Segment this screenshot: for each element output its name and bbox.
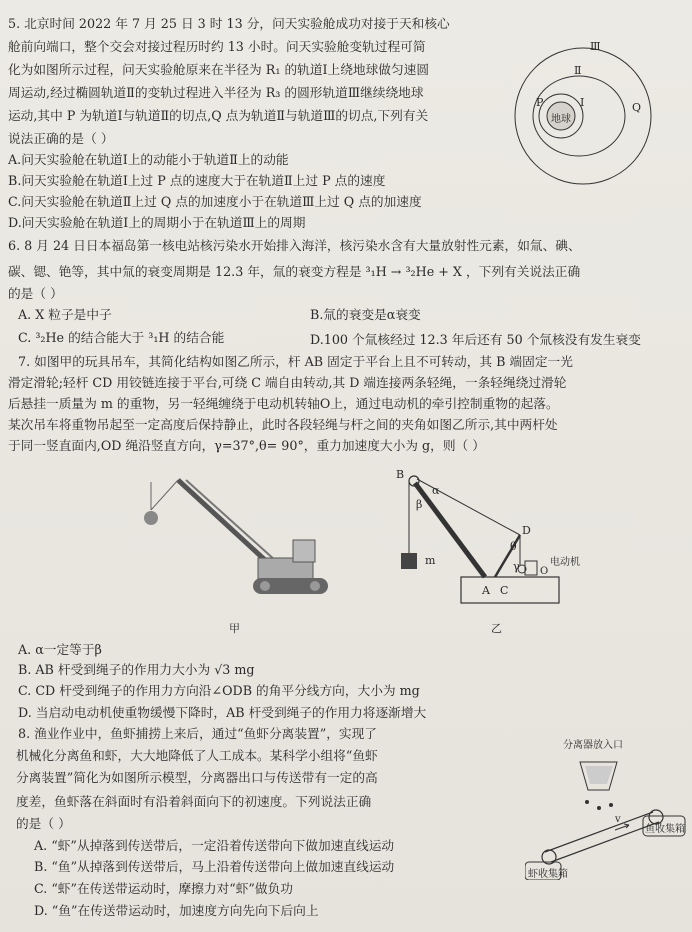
q8-line: 分离装置”简化为如图所示模型，分离器出口与传送带有一定的高 xyxy=(16,770,378,785)
toy-crane-image xyxy=(118,470,338,615)
caption-yi: 乙 xyxy=(491,622,502,635)
q7-line: 某次吊车将重物吊起至一定高度后保持静止，此时各段轻绳与杆之间的夹角如图乙所示,其中两杆处 xyxy=(8,417,558,432)
separator-diagram xyxy=(525,750,690,880)
schematic-label-c: C xyxy=(500,584,509,597)
q8-line: 度差，鱼虾落在斜面时有沿着斜面向下的初速度。下列说法正确 xyxy=(16,794,372,809)
schematic-label-d: D xyxy=(522,524,531,537)
q5-option-d: D.问天实验舱在轨道Ⅰ上的周期小于在轨道Ⅲ上的周期 xyxy=(8,215,306,230)
q6-option-b: B.氚的衰变是α衰变 xyxy=(310,307,421,322)
q5-option-c: C.问天实验舱在轨道Ⅱ上过 Q 点的加速度小于在轨道Ⅲ上过 Q 点的加速度 xyxy=(8,194,422,209)
orbit-point-p: P xyxy=(536,96,544,109)
orbit-label-iii: Ⅲ xyxy=(590,40,601,53)
q6-line: 的是（ ） xyxy=(8,286,63,301)
schematic-label-motor: 电动机 xyxy=(550,557,580,568)
q6-line: 碳、锶、铯等，其中氚的衰变周期是 12.3 年，氚的衰变方程是 ³₁H → ³₂He + X ，下列有关说法正确 xyxy=(8,264,581,279)
q8-option-d: D. “鱼”在传送带运动时，加速度方向先向下后向上 xyxy=(34,903,319,918)
q7-line: 滑定滑轮;轻杆 CD 用铰链连接于平台,可绕 C 端自由转动,其 D 端连接两条轻绳，一条轻绳绕过滑轮 xyxy=(8,375,567,390)
q8-line: 机械化分离鱼和虾，大大地降低了人工成本。某科学小组将“鱼虾 xyxy=(16,748,378,763)
separator-inlet-label: 分离器放入口 xyxy=(563,740,623,751)
schematic-label-alpha: α xyxy=(432,484,440,497)
q7-option-a: A. α一定等于β xyxy=(18,642,102,657)
schematic-label-gamma: γ xyxy=(513,560,520,573)
q7-line: 7. 如图甲的玩具吊车，其简化结构如图乙所示，杆 AB 固定于平台上且不可转动，其 B 端固定一光 xyxy=(18,354,573,369)
earth-label: 地球 xyxy=(551,114,571,125)
q5-line: 周运动,经过椭圆轨道Ⅱ的变轨过程进入半径为 R₃ 的圆形轨道Ⅲ继续绕地球 xyxy=(8,85,424,100)
orbit-point-q: Q xyxy=(632,101,642,114)
schematic-label-theta: θ xyxy=(510,540,517,553)
q8-option-b: B. “鱼”从掉落到传送带后，马上沿着传送带向上做加速直线运动 xyxy=(34,859,395,874)
orbit-diagram xyxy=(505,38,685,188)
schematic-label-a: A xyxy=(482,584,490,597)
q8-line: 的是（ ） xyxy=(16,816,71,831)
schematic-label-beta: β xyxy=(416,498,423,511)
caption-jia: 甲 xyxy=(229,622,240,635)
q5-line: 化为如图所示过程，问天实验舱原来在半径为 R₁ 的轨道Ⅰ上绕地球做匀速圆 xyxy=(8,62,430,77)
q8-option-c: C. “虾”在传送带运动时，摩擦力对“虾”做负功 xyxy=(34,881,293,896)
q7-option-d: D. 当启动电动机使重物缓慢下降时，AB 杆受到绳子的作用力将逐渐增大 xyxy=(18,705,427,720)
orbit-label-i: Ⅰ xyxy=(580,96,585,109)
q5-line: 5. 北京时间 2022 年 7 月 25 日 3 时 13 分，问天实验舱成功对接于天和核心 xyxy=(8,16,450,31)
q7-line: 后悬挂一质量为 m 的重物，另一轻绳缠绕于电动机转轴O上，通过电动机的牵引控制重物的起落。 xyxy=(8,396,559,411)
q5-option-b: B.问天实验舱在轨道Ⅰ上过 P 点的速度大于在轨道Ⅱ上过 P 点的速度 xyxy=(8,173,386,188)
q7-line: 于同一竖直面内,OD 绳沿竖直方向，γ=37°,θ= 90°，重力加速度大小为 g，则（ ） xyxy=(8,438,485,453)
fish-box-label: 鱼收集箱 xyxy=(645,824,685,835)
shrimp-box-label: 虾收集箱 xyxy=(528,869,568,880)
q7-option-b: B. AB 杆受到绳子的作用力大小为 √3 mg xyxy=(18,662,255,677)
q5-line: 运动,其中 P 为轨道Ⅰ与轨道Ⅱ的切点,Q 点为轨道Ⅱ与轨道Ⅲ的切点,下列有关 xyxy=(8,108,429,123)
orbit-label-ii: Ⅱ xyxy=(574,64,582,77)
q5-line: 说法正确的是（ ） xyxy=(8,131,114,146)
q6-option-a: A. X 粒子是中子 xyxy=(18,307,112,322)
q5-line: 舱前向端口，整个交会对接过程历时约 13 小时。问天实验舱变轨过程可简 xyxy=(8,39,426,54)
q5-option-a: A.问天实验舱在轨道Ⅰ上的动能小于轨道Ⅱ上的动能 xyxy=(8,152,289,167)
q8-option-a: A. “虾”从掉落到传送带后，一定沿着传送带向下做加速直线运动 xyxy=(34,838,395,853)
q8-line: 8. 渔业作业中，鱼虾捕捞上来后，通过“鱼虾分离装置”，实现了 xyxy=(18,726,377,741)
q7-option-c: C. CD 杆受到绳子的作用力方向沿∠ODB 的角平分线方向，大小为 mg xyxy=(18,683,420,698)
schematic-label-m: m xyxy=(425,554,436,567)
velocity-label: v xyxy=(615,814,621,825)
q6-line: 6. 8 月 24 日日本福岛第一核电站核污染水开始排入海洋，核污染水含有大量放射性元素，如氚、碘、 xyxy=(8,238,581,253)
schematic-label-b: B xyxy=(396,468,405,481)
schematic-label-o: O xyxy=(540,566,549,577)
q6-option-c: C. ³₂He 的结合能大于 ³₁H 的结合能 xyxy=(18,330,225,345)
q6-option-d: D.100 个氚核经过 12.3 年后还有 50 个氚核没有发生衰变 xyxy=(310,332,641,347)
